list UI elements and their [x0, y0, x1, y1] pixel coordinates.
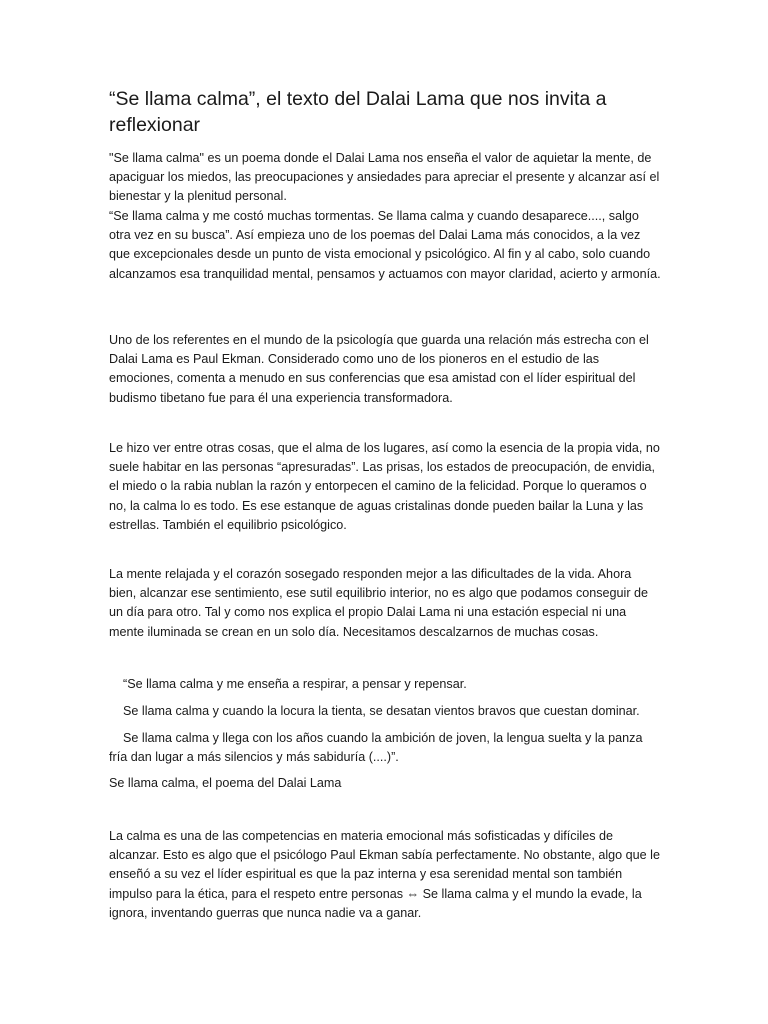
- paragraph-mente-relajada: La mente relajada y el corazón sosegado responden mejor a las dificultades de la vida. Ahora bien, alcanzar ese sentimiento, ese sutil equilibrio interior, no es algo que podamos conseguir de un día para otro. Tal y como nos explica el propio Dalai Lama ni una estación especial ni una mente iluminada se crean en un solo día. Necesitamos descalzarnos de muchas cosas.: [109, 567, 649, 639]
- poem-line-2: Se llama calma y cuando la locura la tienta, se desatan vientos bravos que cuestan dominar.: [123, 704, 640, 718]
- paragraph-poem-opening: “Se llama calma y me costó muchas tormentas. Se llama calma y cuando desaparece...., salgo otra vez en su busca”. Así empieza uno de los poemas del Dalai Lama más conocidos, a la vez que excepcionales desde un punto de vista emocional y psicológico. Al fin y al cabo, solo cuando alcanzamos esa tranquilidad mental, pensamos y actuamos con mayor claridad, acierto y armonía.: [109, 209, 661, 281]
- document-title: “Se llama calma”, el texto del Dalai Lama que nos invita a reflexionar: [109, 88, 607, 136]
- paragraph-intro: "Se llama calma" es un poema donde el Dalai Lama nos enseña el valor de aquietar la mente, de apaciguar los miedos, las preocupaciones y ansiedades para apreciar el presente y alcanzar así el bienestar y la plenitud personal.: [109, 151, 660, 204]
- paragraph-closing: La calma es una de las competencias en materia emocional más sofisticadas y difíciles de alcanzar. Esto es algo que el psicólogo Paul Ekman sabía perfectamente. No obstante, algo que le enseñó a su vez el líder espiritual es que la paz interna y esa serenidad mental son también impulso para la ética, para el respeto entre personas ⇔ Se llama calma y el mundo la evade, la ignora, inventando guerras que nunca nadie va a ganar.: [109, 829, 660, 920]
- poem-line-1: “Se llama calma y me enseña a respirar, a pensar y repensar.: [123, 677, 467, 691]
- poem-caption: Se llama calma, el poema del Dalai Lama: [109, 776, 342, 790]
- paragraph-paul-ekman: Uno de los referentes en el mundo de la psicología que guarda una relación más estrecha con el Dalai Lama es Paul Ekman. Considerado como uno de los pioneros en el estudio de las emociones, comenta a menudo en sus conferencias que esa amistad con el líder espiritual del budismo tibetano fue para él una experiencia transformadora.: [109, 333, 649, 405]
- paragraph-apresuradas: Le hizo ver entre otras cosas, que el alma de los lugares, así como la esencia de la propia vida, no suele habitar en las personas “apresuradas”. Las prisas, los estados de preocupación, de envidia, el miedo o la rabia nublan la razón y entorpecen el camino de la felicidad. Porque lo queramos o no, la calma lo es todo. Es ese estanque de aguas cristalinas donde pueden bailar la Luna y las estrellas. También el equilibrio psicológico.: [109, 441, 660, 532]
- poem-line-3: Se llama calma y llega con los años cuando la ambición de joven, la lengua suelta y la panza fría dan lugar a más silencios y más sabiduría (....)”.: [109, 731, 643, 765]
